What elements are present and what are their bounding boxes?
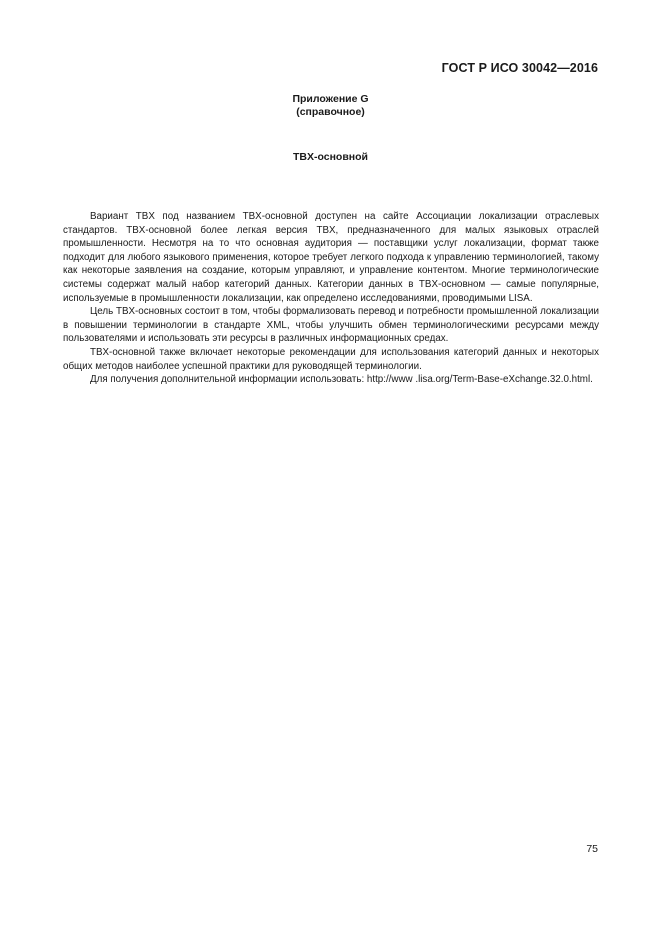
paragraph: Цель TBX-основных состоит в том, чтобы формализовать перевод и потребности промышленной локализации в повышении терминологии в стандарте XML, чтобы улучшить обмен терминологическими ресурсами между пользователями и использовать эти ресурсы в различных информационных средах. <box>63 306 599 345</box>
annex-title: Приложение G <box>292 93 369 105</box>
page-number: 75 <box>586 843 598 855</box>
paragraph: Для получения дополнительной информации использовать: http://www .lisa.org/Term-Base-eXchange.32.0.html. <box>90 374 593 386</box>
paragraph: Вариант TBX под названием TBX-основной доступен на сайте Ассоциации локализации отраслевых стандартов. TBX-основной более легкая версия TBX, предназначенного для малых языковых отраслей промышленности. Несмотря на то что основная аудитория — поставщики услуг локализации, формат также подходит для любого языкового применения, которое требует легкого подхода к управлению терминологией, такому как некоторые заявления на создание, которым управляют, и управление контентом. Многие терминологические системы содержат малый набор категорий данных. Категории данных в TBX-основном — самые популярные, используемые в промышленности локализации, как определено исследованиями, проводимыми LISA. <box>63 211 599 304</box>
paragraph: TBX-основной также включает некоторые рекомендации для использования категорий данных и некоторых общих методов наиболее успешной практики для руководящей терминологии. <box>63 346 599 372</box>
section-title: TBX-основной <box>292 151 369 163</box>
standard-code-header: ГОСТ Р ИСО 30042—2016 <box>441 61 598 75</box>
annex-subtitle: (справочное) <box>296 105 365 118</box>
annex-heading <box>0 93 661 118</box>
body-text <box>63 210 599 387</box>
